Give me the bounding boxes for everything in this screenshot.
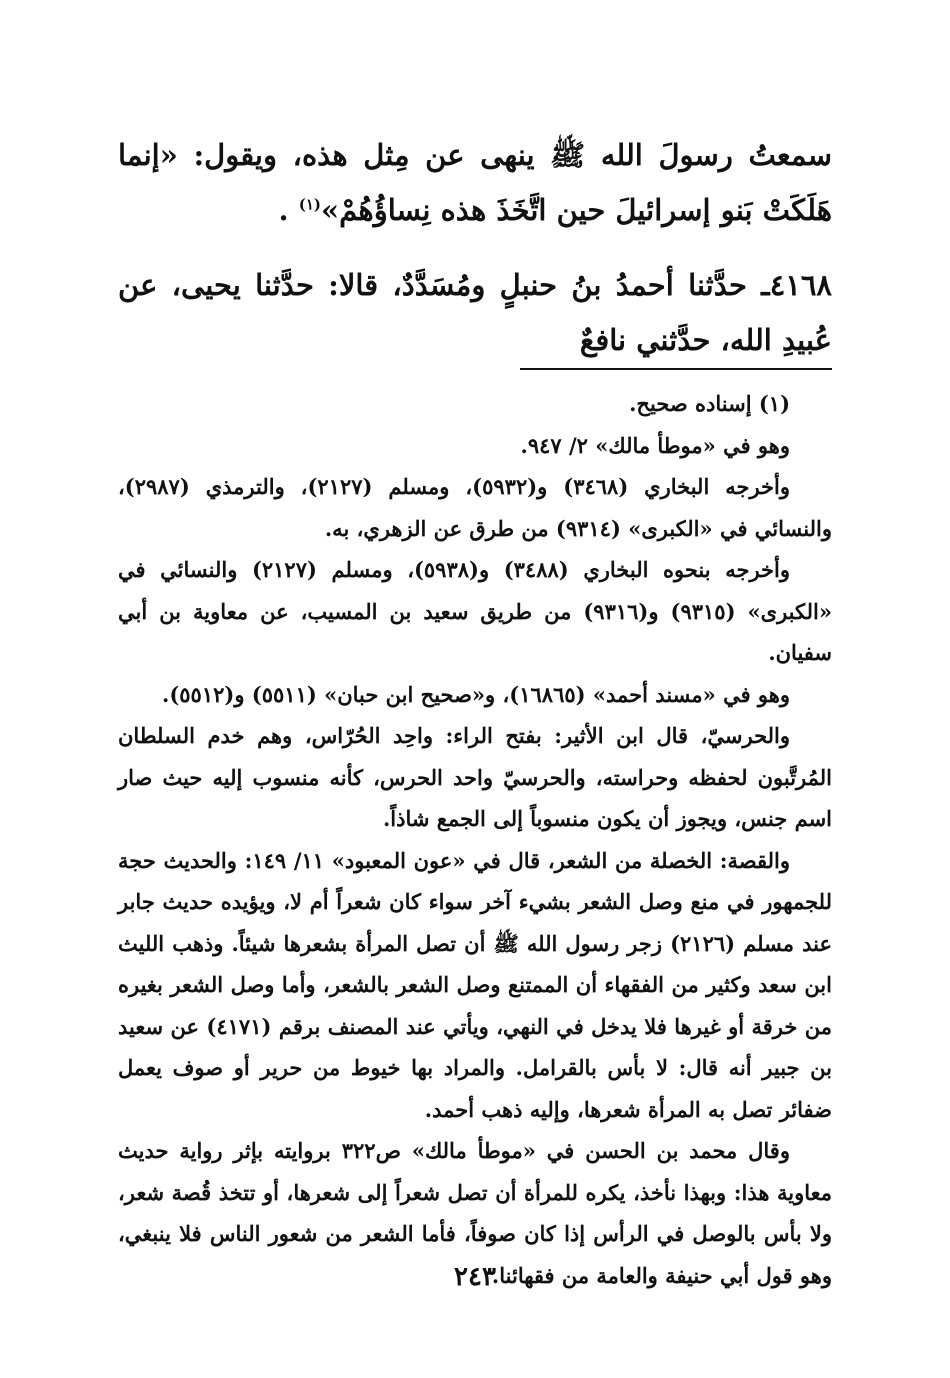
- footnote-line: وأخرجه بنحوه البخاري (٣٤٨٨) و(٥٩٣٨)، ومسلم (٢١٢٧) والنسائي في «الكبرى» (٩٣١٥) و(٩٣١٦) من طريق سعيد بن المسيب، عن معاوية بن أبي سفيان.: [118, 557, 832, 665]
- footnote-line: وأخرجه البخاري (٣٤٦٨) و(٥٩٣٢)، ومسلم (٢١٢٧)، والترمذي (٢٩٨٧)، والنسائي في «الكبرى» (٩٣١٤) من طرق عن الزهري، به.: [118, 474, 832, 541]
- main-paragraph: [118, 128, 832, 238]
- footnote-separator: [520, 368, 832, 370]
- main-paragraph-end: .: [278, 193, 289, 227]
- footnote-line: وهو في «موطأ مالك» ٢/ ٩٤٧.: [520, 432, 790, 458]
- footnote-line: وقال محمد بن الحسن في «موطأ مالك» ص٣٢٢ بروايته بإثر رواية حديث معاوية هذا: وبهذا نأخذ، يكره للمرأة أن تصل شعراً إلى شعرها، أو تتخذ قُصة شعر، ولا بأس بالوصل في الرأس إذا كان صوفاً، فأما الشعر من شعور الناس فلا ينبغي، وهو قول أبي حنيفة والعامة من فقهائنا.: [118, 1138, 832, 1288]
- main-paragraph-text: سمعتُ رسولَ الله ﷺ ينهى عن مِثل هذه، ويقول: «إنما هَلَكَتْ بَنو إسرائيلَ حين اتَّخَذَ هذه نِساؤُهُمْ»: [118, 138, 832, 227]
- footnote-line: وهو في «مسند أحمد» (١٦٨٦٥)، و«صحيح ابن حبان» (٥٥١١) و(٥٥١٢).: [162, 681, 790, 707]
- page-number: ٢٤٣: [454, 1262, 496, 1292]
- footnote-line: (١) إسناده صحيح.: [629, 391, 790, 416]
- footnotes: [118, 383, 832, 1296]
- footnote-line: والحرسيّ، قال ابن الأثير: بفتح الراء: واحِد الحُرّاس، وهم خدم السلطان المُرتَّبون لحفظه وحراسته، والحرسيّ واحد الحرس، كأنه منسوب إليه حيث صار اسم جنس، ويجوز أن يكون منسوباً إلى الجمع شاذاً.: [118, 723, 832, 831]
- hadith-paragraph: ٤١٦٨ـ حدَّثنا أحمدُ بنُ حنبلٍ ومُسَدَّدٌ، قالا: حدَّثنا يحيى، عن عُبيدِ الله، حدَّثني نافعٌ: [118, 268, 832, 357]
- footnote-reference: (١): [298, 195, 321, 214]
- footnote-line: والقصة: الخصلة من الشعر، قال في «عون المعبود» ١١/ ١٤٩: والحديث حجة للجمهور في منع وصل الشعر بشيء آخر سواء كان شعراً أم لا، ويؤيده حديث جابر عند مسلم (٢١٢٦) زجر رسول الله ﷺ أن تصل المرأة بشعرها شيئاً. وذهب الليث ابن سعد وكثير من الفقهاء أن الممتنع وصل الشعر بالشعر، وأما وصل الشعر بغيره من خرقة أو غيرها فلا يدخل في النهي، ويأتي عند المصنف برقم (٤١٧١) عن سعيد بن جبير أنه قال: لا بأس بالقرامل. والمراد بها خيوط من حرير أو صوف يعمل ضفائر تصل به المرأة شعرها، وإليه ذهب أحمد.: [118, 847, 832, 1122]
- main-text: [118, 128, 832, 368]
